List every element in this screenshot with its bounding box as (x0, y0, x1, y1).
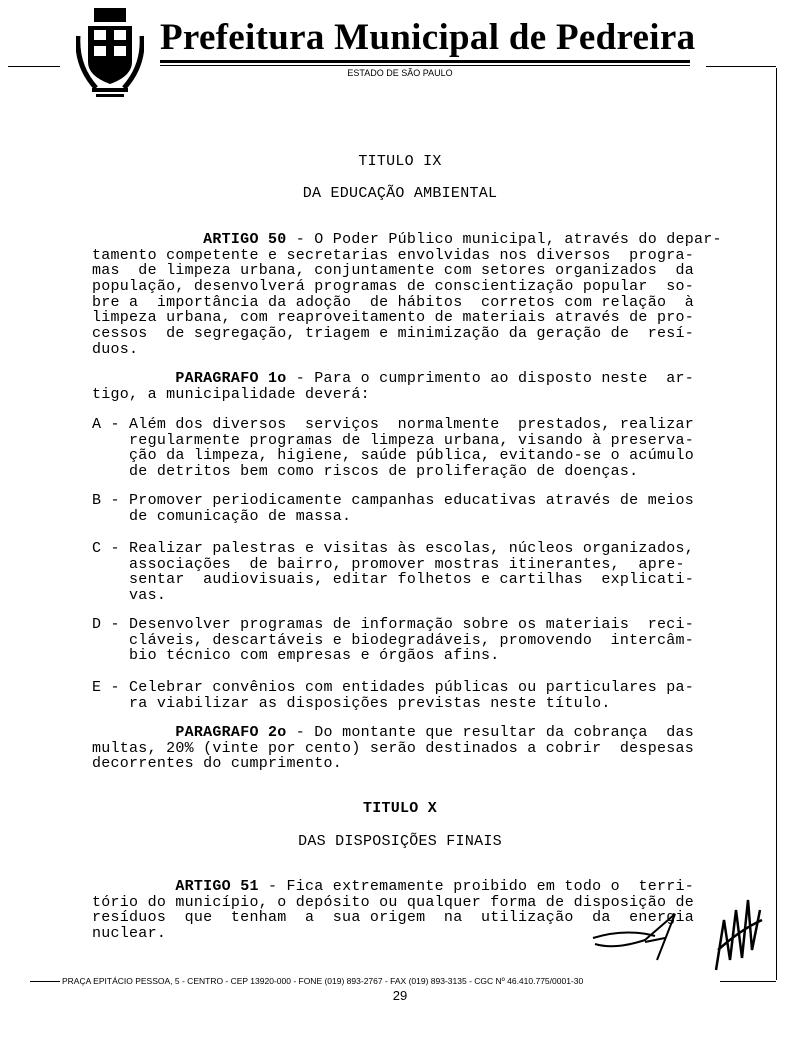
paragrafo-1-label: PARAGRAFO 1o (175, 370, 287, 387)
text-line: associações de bairro, promover mostras itinerantes, apre- (92, 555, 685, 573)
artigo-51-first-line: ARTIGO 51 - Fica extremamente proibido em todo o terri- (175, 878, 695, 895)
text-line: D - Desenvolver programas de informação sobre os materiais reci- (92, 616, 694, 633)
text-line: vas. (92, 587, 167, 605)
footer-rule-right (720, 981, 776, 982)
text-line: A - Além dos diversos serviços normalmente prestados, realizar (92, 416, 694, 433)
text-line: tamento competente e secretarias envolvidas nos diversos progra- (92, 246, 694, 264)
text-line: bio técnico com empresas e órgãos afins. (92, 647, 500, 665)
titulo-ix-subheading: DA EDUCAÇÃO AMBIENTAL (302, 185, 498, 202)
text-line: ção da limpeza, higiene, saúde pública, evitando-se o acúmulo (92, 447, 694, 465)
text-line: duos. (92, 340, 139, 358)
header-rule (160, 60, 690, 63)
paragrafo-1-first-line: PARAGRAFO 1o - Para o cumprimento ao disposto neste ar- (175, 370, 695, 387)
text-line: tigo, a municipalidade deverá: (92, 385, 370, 403)
footer-address: PRAÇA EPITÁCIO PESSOA, 5 - CENTRO - CEP 13920-000 - FONE (019) 893-2767 - FAX (019) 893-3135 - CGC Nº 46.410.775/0001-30 (62, 976, 584, 986)
text-line: decorrentes do cumprimento. (92, 755, 343, 773)
item-b (92, 493, 694, 524)
header-rule-thin (160, 65, 690, 66)
paragrafo-1 (92, 371, 694, 402)
header-state: ESTADO DE SÃO PAULO (347, 68, 453, 78)
item-d (92, 617, 694, 664)
text-line: mas de limpeza urbana, conjuntamente com setores organizados da (92, 262, 694, 280)
text-line: tório do município, o depósito ou qualquer forma de disposição de (92, 893, 694, 911)
signature-icon (710, 890, 770, 980)
titulo-x-heading: TITULO X (362, 800, 438, 817)
item-e (92, 680, 694, 711)
paragrafo-2-first-line: PARAGRAFO 2o - Do montante que resultar da cobrança das (175, 724, 695, 741)
text-line: B - Promover periodicamente campanhas educativas através de meios (92, 492, 694, 509)
text-line: E - Celebrar convênios com entidades públicas ou particulares pa- (92, 679, 694, 696)
artigo-50-label: ARTIGO 50 (203, 231, 287, 248)
text-line: de comunicação de massa. (92, 507, 352, 525)
paragrafo-2 (92, 725, 694, 772)
text-line: cláveis, descartáveis e biodegradáveis, promovendo intercâm- (92, 631, 694, 649)
text-line: sentar audiovisuais, editar folhetos e cartilhas explicati- (92, 571, 694, 589)
text-line: ra viabilizar as disposições previstas neste título. (92, 694, 611, 712)
artigo-51-label: ARTIGO 51 (175, 878, 259, 895)
border-left-top (8, 66, 60, 67)
artigo-50 (92, 232, 722, 358)
text-line: bre a importância da adoção de hábitos corretos com relação à (92, 293, 694, 311)
footer-rule-left (30, 981, 60, 982)
item-c (92, 541, 694, 604)
text-line: resíduos que tenham a sua origem na utilização da energia (92, 909, 694, 927)
text-line: limpeza urbana, com reaproveitamento de materiais através de pro- (92, 309, 694, 327)
municipal-seal-icon (76, 6, 144, 102)
text-line: multas, 20% (vinte por cento) serão destinados a cobrir despesas (92, 739, 694, 757)
titulo-x-subheading: DAS DISPOSIÇÕES FINAIS (298, 833, 502, 850)
header-title: Prefeitura Municipal de Pedreira (160, 17, 696, 58)
signature-icon (585, 910, 685, 970)
artigo-50-first-line: ARTIGO 50 - O Poder Público municipal, através do depar- (203, 231, 722, 248)
border-right-top (706, 66, 776, 67)
titulo-ix-heading: TITULO IX (358, 153, 442, 170)
text-line: nuclear. (92, 925, 167, 943)
text-line: C - Realizar palestras e visitas às escolas, núcleos organizados, (92, 540, 694, 557)
text-line: de detritos bem como riscos de proliferação de doenças. (92, 463, 639, 481)
item-a (92, 417, 694, 480)
text-line: população, desenvolverá programas de conscientização popular so- (92, 278, 694, 296)
page-number: 29 (392, 988, 408, 1003)
text-line: regularmente programas de limpeza urbana, visando à preserva- (92, 431, 694, 449)
paragrafo-2-label: PARAGRAFO 2o (175, 724, 287, 741)
text-line: cessos de segregação, triagem e minimização da geração de resí- (92, 325, 694, 343)
